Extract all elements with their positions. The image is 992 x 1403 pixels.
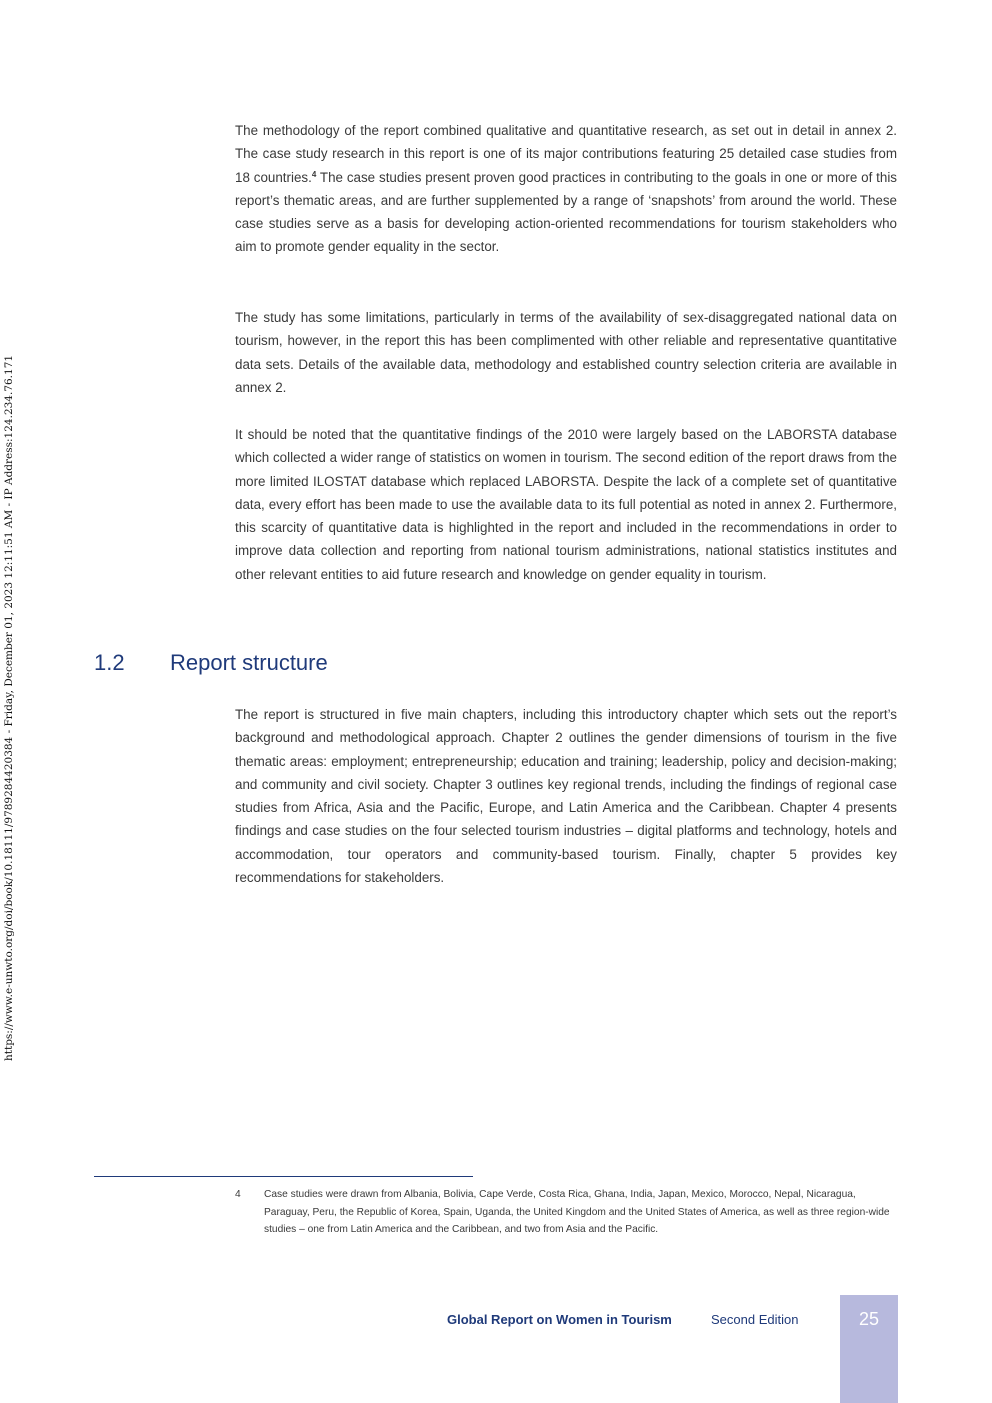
paragraph-quantitative-findings: It should be noted that the quantitative findings of the 2010 were largely based on the LABORSTA database which collected a wider range of statistics on women in tourism. The second edition of the report draws from the more limited ILOSTAT database which replaced LABORSTA. Despite the lack of a complete set of quantitative data, every effort has been made to use the available data to its full potential as noted in annex 2. Furthermore, this scarcity of quantitative data is highlighted in the report and included in the recommendations in order to improve data collection and reporting from national tourism administrations, national statistics institutes and other relevant entities to aid future research and knowledge on gender equality in tourism. xyxy=(235,427,897,582)
page-number: 25 xyxy=(858,1309,880,1329)
section-title: Report structure xyxy=(170,650,328,675)
footnote-divider xyxy=(94,1176,473,1177)
download-stamp xyxy=(0,343,20,1063)
paragraph-methodology-text-a: The methodology of the report combined qualitative and quantitative research, as set out in detail in annex 2. The case study research in this report is one of its major contributions featuring 25 detailed case studies from 18 countries. xyxy=(235,123,897,185)
paragraph-report-structure: The report is structured in five main chapters, including this introductory chapter which sets out the report’s background and methodological approach. Chapter 2 outlines the gender dimensions of tourism in the five thematic areas: employment; entrepreneurship; education and training; leadership, policy and decision-making; and community and civil society. Chapter 3 outlines key regional trends, including the findings of regional case studies from Africa, Asia and the Pacific, Europe, and Latin America and the Caribbean. Chapter 4 presents findings and case studies on the four selected tourism industries – digital platforms and technology, hotels and accommodation, tour operators and community-based tourism. Finally, chapter 5 provides key recommendations for stakeholders. xyxy=(235,707,897,886)
download-stamp-text: https://www.e-unwto.org/doi/book/10.18111/9789284420384 - Friday, December 01, 2023 12:11:51 AM - IP Address:124.234.76.171 xyxy=(3,354,15,1061)
paragraph-methodology-text-b: The case studies present proven good practices in contributing to the goals in one or more of this report’s thematic areas, and are further supplemented by a range of ‘snapshots’ from around the world. These case studies serve as a basis for developing action-oriented recommendations for tourism stakeholders who aim to promote gender equality in the sector. xyxy=(235,169,898,255)
section-number: 1.2 xyxy=(94,650,125,675)
page-number-box xyxy=(840,1295,898,1403)
section-heading xyxy=(94,650,594,680)
footnote-reference[interactable]: 4 xyxy=(311,169,317,179)
footer-report-title: Global Report on Women in Tourism xyxy=(447,1312,672,1327)
paragraph-limitations: The study has some limitations, particularly in terms of the availability of sex-disaggregated national data on tourism, however, in the report this has been complimented with other reliable and representative quantitative data sets. Details of the available data, methodology and established country selection criteria are available in annex 2. xyxy=(235,310,897,395)
footnote-number: 4 xyxy=(235,1189,241,1200)
footnote-text: Case studies were drawn from Albania, Bolivia, Cape Verde, Costa Rica, Ghana, India, Japan, Mexico, Morocco, Nepal, Nicaragua, Paraguay, Peru, the Republic of Korea, Spain, Uganda, the United Kingdom and the United States of America, as well as three region-wide studies – one from Latin America and the Caribbean, and two from Asia and the Pacific. xyxy=(264,1189,890,1235)
paragraph-methodology xyxy=(235,119,897,259)
footer-edition: Second Edition xyxy=(711,1312,799,1327)
